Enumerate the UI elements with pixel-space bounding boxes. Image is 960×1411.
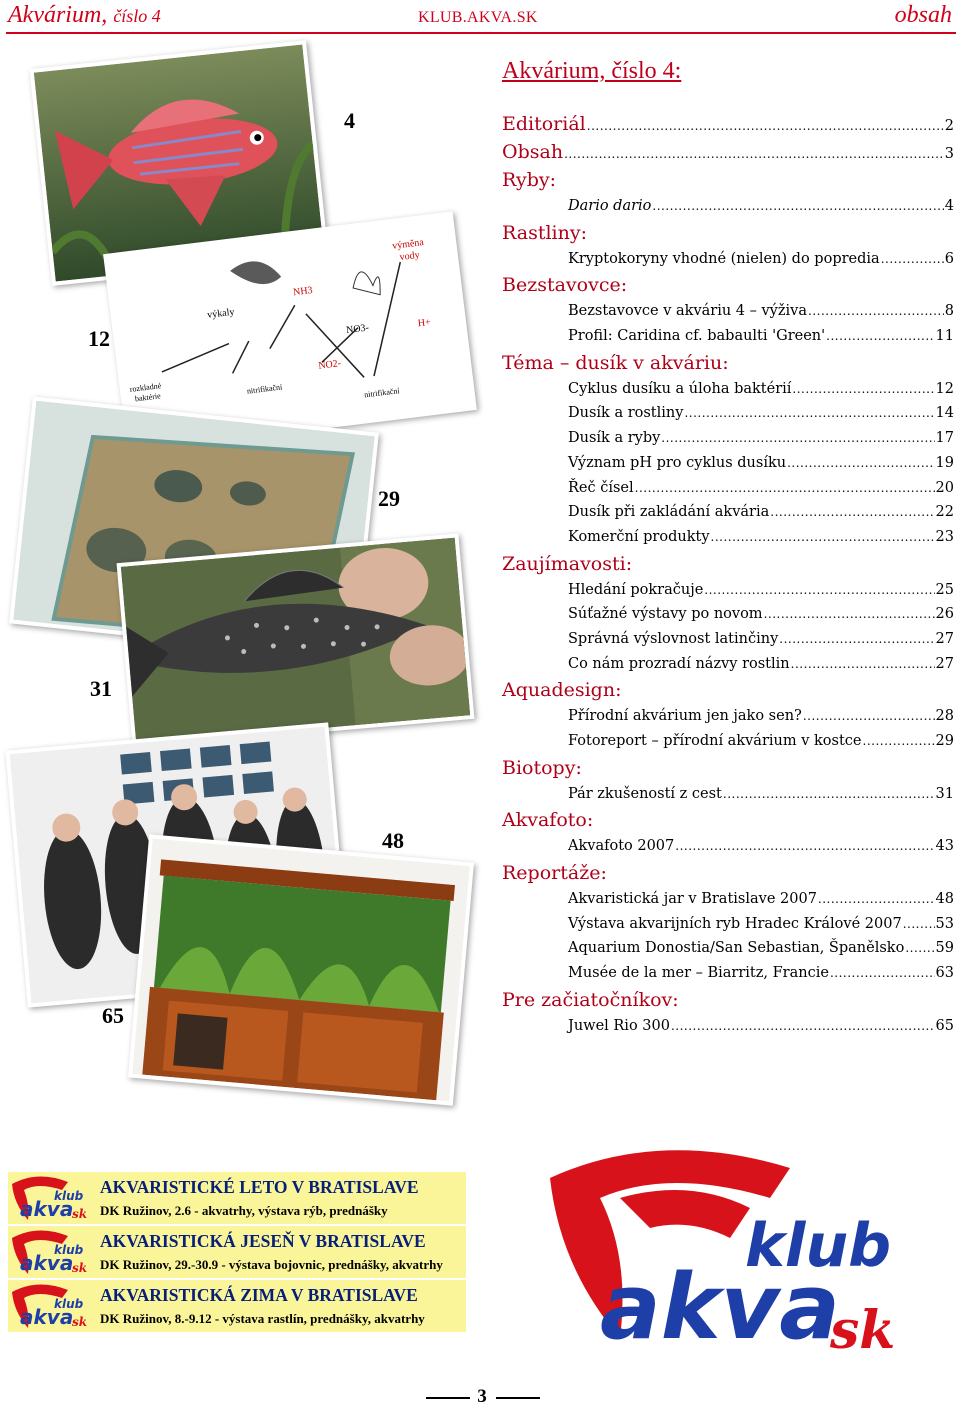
- label-rozkladne: rozkladné: [129, 381, 162, 394]
- toc-entry[interactable]: [502, 627, 954, 652]
- toc-entry-label: Obsah: [502, 141, 564, 163]
- toc-entry[interactable]: [502, 834, 954, 859]
- toc-leader-dots: [818, 887, 935, 912]
- toc-entry[interactable]: [502, 729, 954, 754]
- toc-leader-dots: [711, 525, 935, 550]
- toc-entry-page: 65: [935, 1017, 954, 1034]
- header-rule: [6, 32, 956, 34]
- toc-entry[interactable]: [502, 912, 954, 937]
- toc-entry[interactable]: [502, 194, 954, 219]
- event-banner[interactable]: [8, 1226, 466, 1278]
- toc-entry-page: 20: [935, 479, 954, 496]
- toc-entry[interactable]: [502, 476, 954, 501]
- logo-sk-text: sk: [830, 1300, 896, 1358]
- toc-entry[interactable]: [502, 1014, 954, 1039]
- toc-entry-page: 3: [944, 146, 954, 162]
- toc-leader-dots: [635, 476, 935, 501]
- toc-entry-label: Pár zkušeností z cest: [568, 785, 722, 802]
- toc-entry-page: 27: [935, 655, 954, 672]
- label-nitrif-2: nitrifikační: [363, 386, 401, 400]
- toc-section-heading: Reportáže:: [502, 862, 607, 885]
- banner-subtitle: DK Ružinov, 29.-30.9 - výstava bojovnic, prednášky, akvatrhy: [100, 1257, 443, 1272]
- toc-entry-page: 4: [944, 198, 954, 214]
- toc-entry-label: Dusík a rostliny: [568, 405, 684, 422]
- toc-entry-label: Juwel Rio 300: [568, 1017, 670, 1034]
- toc-section-heading: Biotopy:: [502, 756, 582, 779]
- toc-leader-dots: [723, 782, 935, 807]
- banner-title: AKVARISTICKÉ LETO V BRATISLAVE: [100, 1177, 419, 1197]
- toc-top-entry[interactable]: [502, 110, 954, 138]
- page-marker-48: 48: [382, 828, 404, 853]
- toc-entry[interactable]: [502, 525, 954, 550]
- toc-entry-page: 12: [935, 380, 954, 397]
- toc-leader-dots: [779, 627, 934, 652]
- toc-entry[interactable]: [502, 451, 954, 476]
- toc-entry[interactable]: [502, 782, 954, 807]
- banner-logo-klub: klub: [54, 1297, 84, 1311]
- header-magazine-title: [8, 2, 161, 29]
- toc-entry-label: Súťažné výstavy po novom: [568, 606, 763, 623]
- label-nh3: NH3: [292, 284, 314, 299]
- header-issue-text: číslo 4: [113, 6, 161, 26]
- toc-leader-dots: [704, 578, 934, 603]
- page-number: 3: [477, 1386, 487, 1407]
- logo-klub-text: klub: [745, 1211, 892, 1281]
- toc-leader-dots: [671, 1014, 935, 1039]
- toc-leader-dots: [881, 247, 944, 272]
- toc-leader-dots: [787, 451, 934, 476]
- banner-logo-klub: klub: [54, 1189, 84, 1203]
- toc-entry[interactable]: [502, 887, 954, 912]
- footer-rule-right: [496, 1397, 540, 1399]
- page-marker-65: 65: [102, 1003, 124, 1028]
- toc-entry-page: 25: [935, 581, 954, 598]
- toc-entry[interactable]: [502, 299, 954, 324]
- toc-entry-page: 59: [935, 940, 954, 957]
- toc-entry-page: 27: [935, 630, 954, 647]
- logo-fin-shape-2: [620, 1190, 750, 1238]
- diagram-arrows: [152, 262, 414, 402]
- toc-entry[interactable]: [502, 602, 954, 627]
- banner-logo-icon: [8, 1226, 92, 1278]
- banner-logo-sk: sk: [72, 1207, 88, 1221]
- toc-entry-page: 26: [935, 606, 954, 623]
- toc-leader-dots: [791, 652, 935, 677]
- toc-entry-page: 11: [935, 328, 954, 345]
- toc-leader-dots: [826, 324, 934, 349]
- diagram-plant-icon: [351, 270, 381, 298]
- label-hplus: H+: [417, 316, 432, 330]
- toc-entry-label: Bezstavovce v akváriu 4 – výživa: [568, 303, 807, 320]
- toc-entry-label: Cyklus dusíku a úloha baktérií: [568, 380, 792, 397]
- photo-planted-aquarium: [132, 839, 469, 1102]
- toc-entry[interactable]: [502, 426, 954, 451]
- toc-top-entry[interactable]: [502, 138, 954, 166]
- toc-entry-label: Aquarium Donostia/San Sebastian, Španělsko: [568, 940, 905, 957]
- toc-leader-dots: [830, 961, 935, 986]
- toc-entry-page: 48: [935, 891, 954, 908]
- toc-entry-label: Dusík při zakládání akvária: [568, 504, 770, 521]
- label-vykaly: výkaly: [206, 306, 236, 321]
- toc-leader-dots: [764, 602, 935, 627]
- toc-entry-page: 23: [935, 528, 954, 545]
- toc-entry-page: 6: [944, 250, 954, 267]
- toc-entry[interactable]: [502, 961, 954, 986]
- toc-entry-label: Akvafoto 2007: [568, 838, 675, 855]
- toc-entry-label: Správná výslovnost latinčiny: [568, 630, 779, 647]
- toc-section-heading: Bezstavovce:: [502, 274, 628, 297]
- toc-entry[interactable]: [502, 704, 954, 729]
- toc-entry-label: Řeč čísel: [568, 479, 634, 496]
- toc-entry-label: Editoriál: [502, 113, 586, 135]
- page-header: [0, 0, 960, 34]
- toc-entry-label: Hledání pokračuje: [568, 581, 704, 598]
- toc-leader-dots: [905, 936, 934, 961]
- table-of-contents: [502, 110, 954, 1039]
- toc-entry-page: 2: [944, 118, 954, 134]
- toc-leader-dots: [770, 500, 934, 525]
- diagram-fish-icon: [229, 258, 282, 288]
- toc-leader-dots: [903, 912, 935, 937]
- toc-entry-page: 14: [935, 405, 954, 422]
- toc-entry-label: Dario dario: [568, 198, 652, 214]
- page-marker-4: 4: [344, 108, 355, 133]
- logo-akva-text: akva: [600, 1255, 840, 1358]
- toc-entry-page: 28: [935, 708, 954, 725]
- page-marker-31: 31: [90, 676, 112, 701]
- event-banner[interactable]: [8, 1280, 466, 1332]
- label-no3: NO3-: [345, 322, 370, 337]
- toc-leader-dots: [675, 834, 934, 859]
- header-section: obsah: [894, 2, 952, 28]
- toc-entry[interactable]: [502, 652, 954, 677]
- banner-logo-sk: sk: [72, 1261, 88, 1275]
- toc-entry-page: 17: [935, 430, 954, 447]
- toc-entry-label: Fotoreport – přírodní akvárium v kostce: [568, 733, 862, 749]
- toc-section-heading: Ryby:: [502, 169, 557, 191]
- toc-section-heading: Pre začiatočníkov:: [502, 988, 679, 1011]
- toc-section-heading: Zaujímavosti:: [502, 552, 633, 575]
- toc-leader-dots: [661, 426, 934, 451]
- label-bakterie: baktérie: [134, 391, 162, 404]
- toc-entry-page: 31: [935, 785, 954, 802]
- toc-entry-page: 22: [935, 504, 954, 521]
- toc-section-heading: Téma – dusík v akváriu:: [502, 351, 729, 374]
- toc-leader-dots: [803, 704, 935, 729]
- header-site[interactable]: KLUB.AKVA.SK: [418, 9, 538, 26]
- toc-leader-dots: [652, 194, 943, 219]
- toc-entry[interactable]: [502, 377, 954, 402]
- toc-section-heading: Rastliny:: [502, 221, 587, 244]
- toc-section-heading: Akvafoto:: [502, 809, 594, 832]
- banner-logo-akva: akva: [20, 1197, 74, 1221]
- toc-entry[interactable]: [502, 401, 954, 426]
- banner-subtitle: DK Ružinov, 2.6 - akvatrhy, výstava rýb, prednášky: [100, 1203, 388, 1218]
- label-vymena: výměna: [391, 237, 425, 252]
- label-vody: vody: [399, 249, 421, 264]
- toc-entry-label: Musée de la mer – Biarritz, Francie: [568, 965, 829, 982]
- klub-akva-logo[interactable]: [540, 1138, 920, 1358]
- toc-entry-page: 43: [935, 838, 954, 855]
- toc-entry-label: Dusík a ryby: [568, 430, 661, 447]
- toc-entry[interactable]: [502, 936, 954, 961]
- toc-leader-dots: [792, 377, 934, 402]
- toc-leader-dots: [564, 138, 944, 168]
- toc-entry[interactable]: [502, 578, 954, 603]
- toc-entry[interactable]: [502, 500, 954, 525]
- banner-logo-sk: sk: [72, 1315, 88, 1329]
- label-no2: NO2-: [317, 358, 342, 372]
- toc-entry-label: Přírodní akvárium jen jako sen?: [568, 708, 802, 725]
- toc-entry-page: 29: [935, 733, 954, 749]
- toc-entry[interactable]: [502, 247, 954, 272]
- banner-logo-akva: akva: [20, 1251, 74, 1275]
- banner-subtitle: DK Ružinov, 8.-9.12 - výstava rastlín, prednášky, akvatrhy: [100, 1311, 425, 1326]
- toc-entry-page: 53: [935, 915, 954, 932]
- toc-entry-label: Kryptokoryny vhodné (nielen) do popredia: [568, 250, 880, 267]
- toc-leader-dots: [587, 110, 944, 140]
- label-nitrif-1: nitrifikační: [246, 382, 283, 396]
- toc-entry-label: Komerční produkty: [568, 528, 710, 545]
- toc-entry-page: 63: [935, 965, 954, 982]
- banner-title: AKVARISTICKÁ JESEŇ V BRATISLAVE: [100, 1231, 426, 1251]
- page-marker-29: 29: [378, 486, 400, 511]
- header-title-text: Akvárium,: [8, 2, 108, 28]
- event-banner[interactable]: [8, 1172, 466, 1224]
- toc-section-heading: Aquadesign:: [502, 679, 622, 702]
- toc-entry-label: Význam pH pro cyklus dusíku: [568, 454, 787, 471]
- toc-title: Akvárium, číslo 4:: [502, 58, 682, 84]
- toc-leader-dots: [808, 299, 944, 324]
- toc-entry[interactable]: [502, 324, 954, 349]
- toc-leader-dots: [684, 401, 934, 426]
- banner-logo-klub: klub: [54, 1243, 84, 1257]
- banner-logo-icon: [8, 1172, 92, 1224]
- toc-entry-label: Akvaristická jar v Bratislave 2007: [568, 891, 817, 908]
- toc-entry-label: Výstava akvarijních ryb Hradec Králové 2007: [568, 915, 902, 932]
- toc-entry-label: Profil: Caridina cf. babaulti 'Green': [568, 328, 826, 345]
- toc-entry-page: 8: [944, 303, 954, 320]
- photo-pleco-fish: [121, 538, 470, 745]
- toc-entry-label: Co nám prozradí názvy rostlin: [568, 655, 790, 672]
- banner-logo-icon: [8, 1280, 92, 1332]
- toc-entry-page: 19: [935, 454, 954, 471]
- banner-title: AKVARISTICKÁ ZIMA V BRATISLAVE: [100, 1285, 418, 1305]
- banner-logo-akva: akva: [20, 1305, 74, 1329]
- page-marker-12: 12: [88, 326, 110, 351]
- toc-leader-dots: [863, 729, 935, 754]
